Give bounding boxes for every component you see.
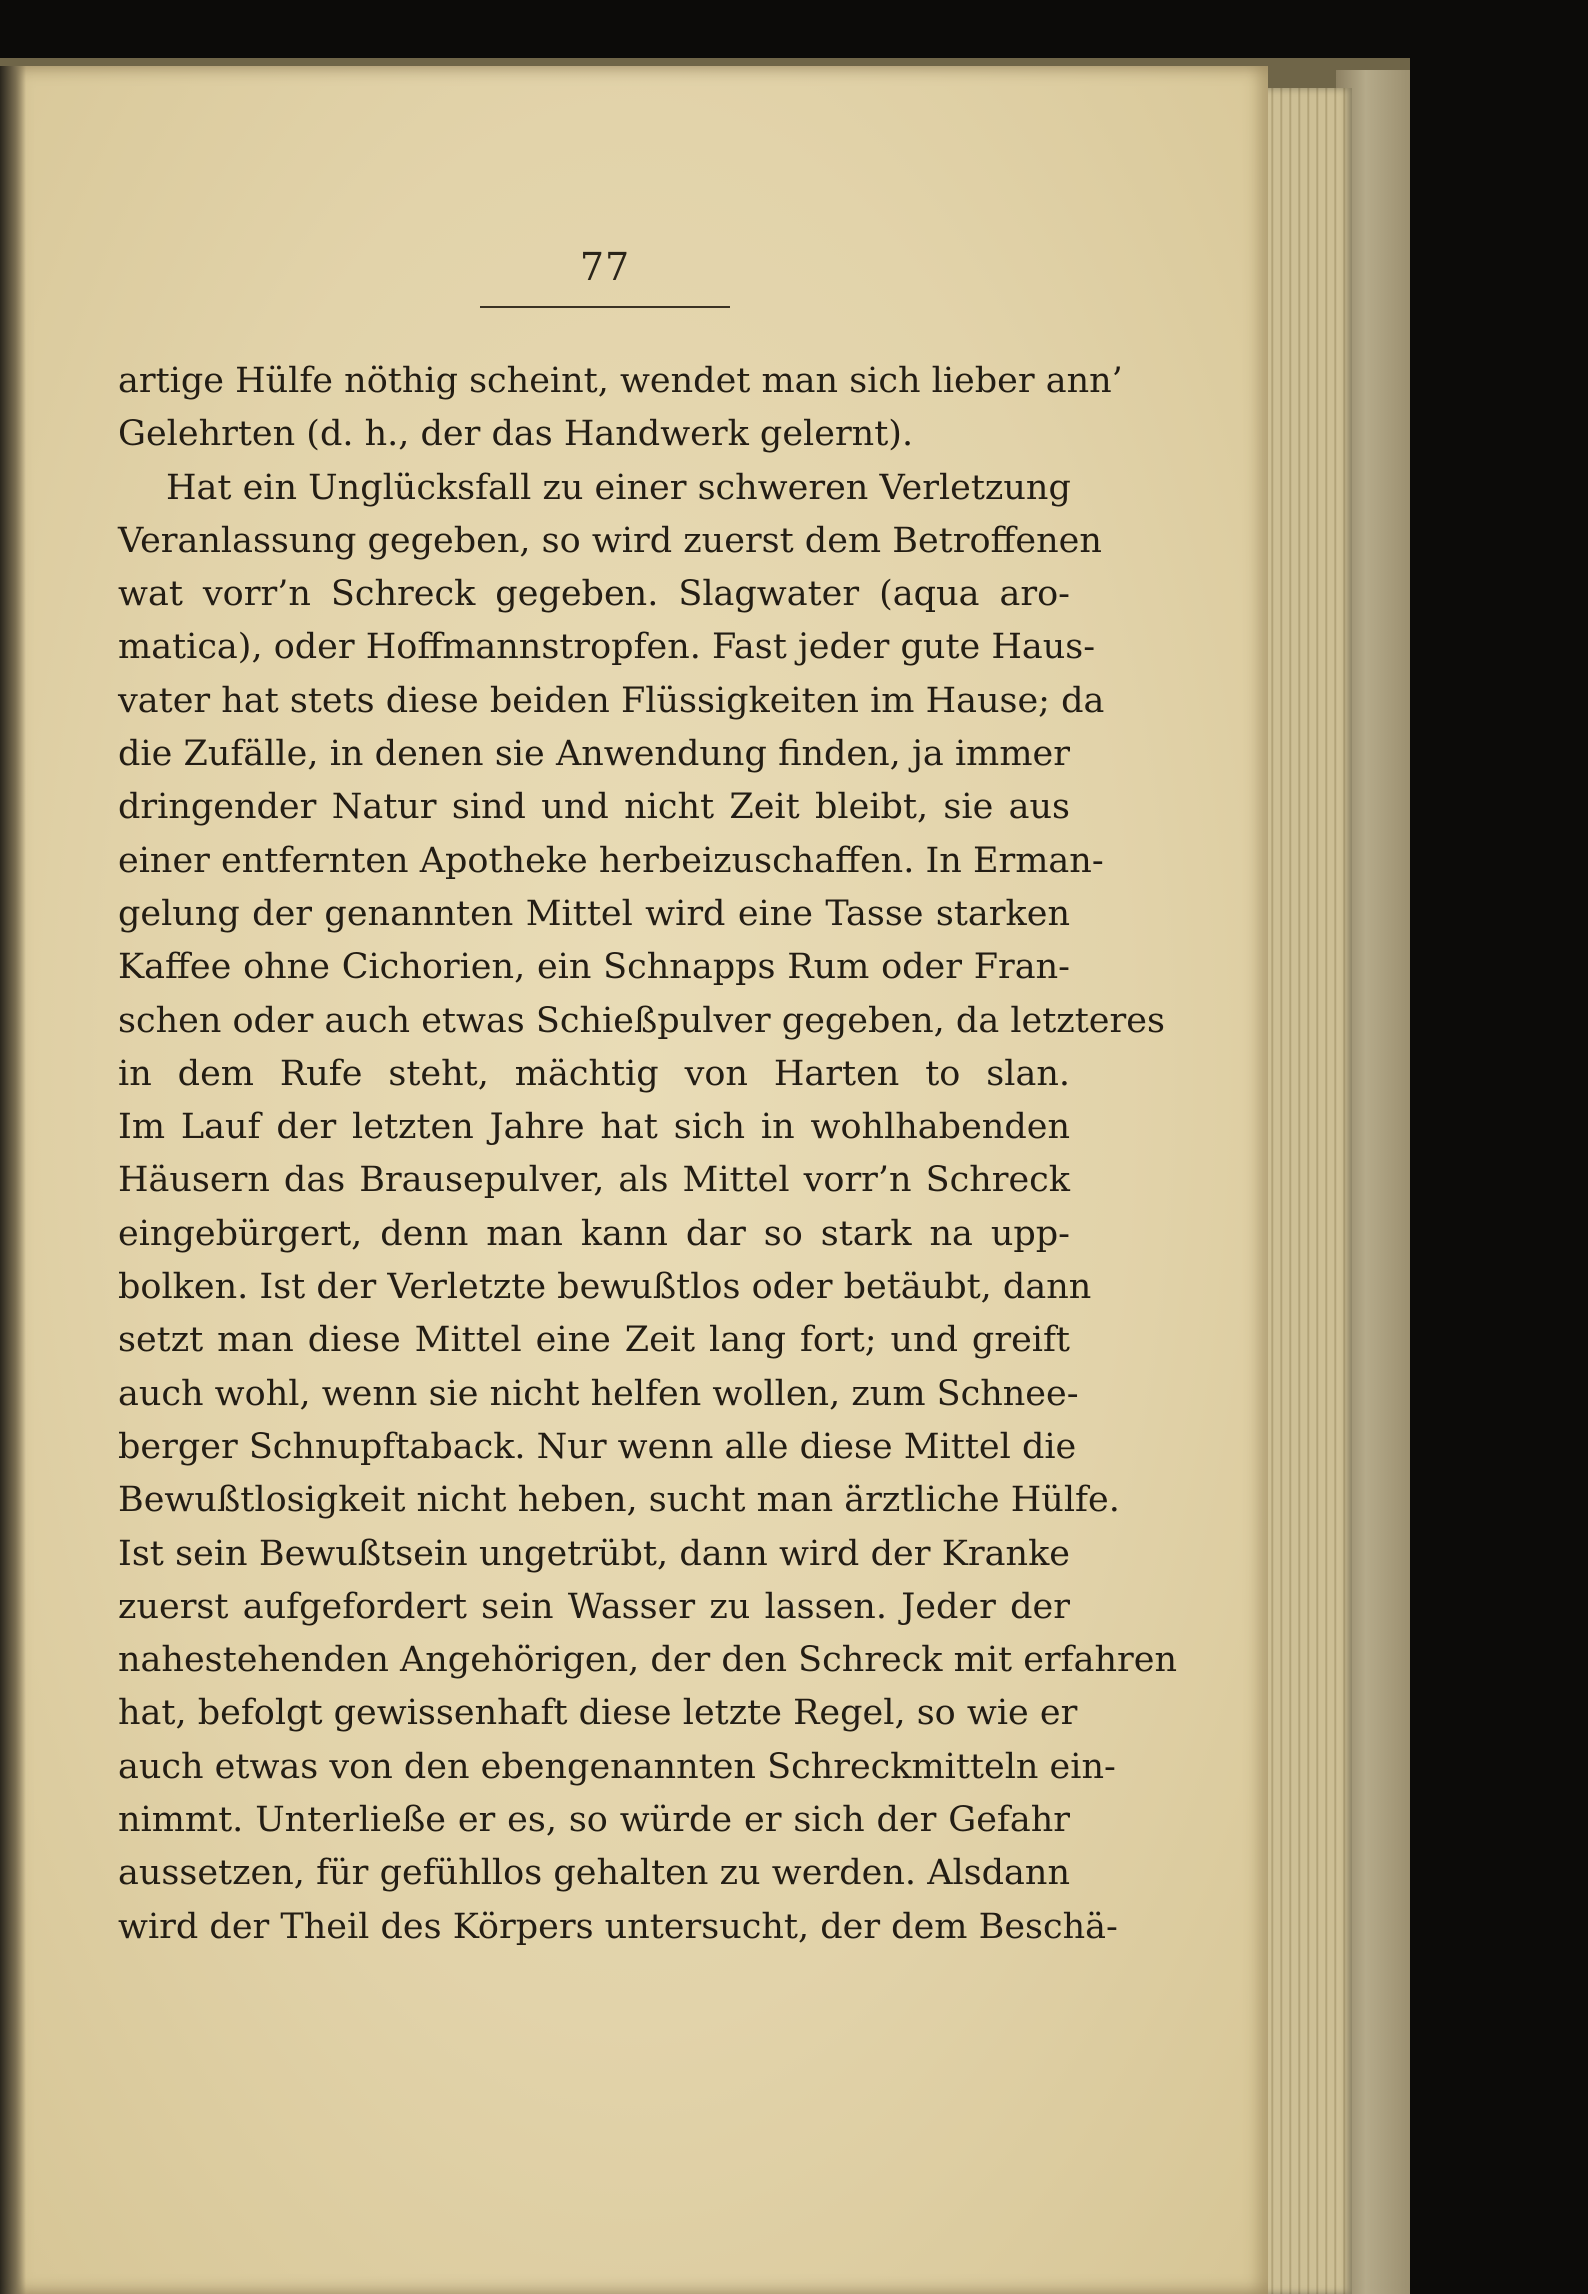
text-line: Bewußtlosigkeit nicht heben, sucht man ärztliche Hülfe. [118, 1480, 1120, 1521]
text-line: Gelehrten (d. h., der das Handwerk gelernt). [118, 414, 914, 455]
text-line: zuerst aufgefordert sein Wasser zu lassen. Jeder der [118, 1586, 1070, 1627]
text-line: Kaffee ohne Cichorien, ein Schnapps Rum oder Fran- [118, 947, 1070, 988]
page-fore-edge [1256, 88, 1352, 2294]
text-line: wat vorr’n Schreck gegeben. Slagwater (aqua aro- [118, 574, 1070, 615]
text-line: die Zufälle, in denen sie Anwendung finden, ja immer [118, 734, 1070, 775]
text-line: hat, befolgt gewissenhaft diese letzte Regel, so wie er [118, 1693, 1078, 1734]
text-line: Ist sein Bewußtsein ungetrübt, dann wird der Kranke [118, 1533, 1070, 1574]
page-header [480, 245, 730, 289]
text-line: dringender Natur sind und nicht Zeit bleibt, sie aus [118, 787, 1070, 828]
body-text [118, 355, 1177, 1954]
text-line: eingebürgert, denn man kann dar so stark na upp- [118, 1213, 1070, 1254]
text-line: matica), oder Hoffmannstropfen. Fast jeder gute Haus- [118, 627, 1096, 668]
text-line: vater hat stets diese beiden Flüssigkeiten im Hause; da [118, 680, 1105, 721]
page-gutter [0, 66, 26, 2294]
page-number: 77 [579, 245, 631, 289]
text-line: Hat ein Unglücksfall zu einer schweren Verletzung [166, 467, 1071, 508]
text-line: nimmt. Unterließe er es, so würde er sich der Gefahr [118, 1800, 1070, 1841]
text-line: Veranlassung gegeben, so wird zuerst dem Betroffenen [118, 520, 1102, 561]
text-line: auch wohl, wenn sie nicht helfen wollen, zum Schnee- [118, 1373, 1079, 1414]
header-rule [480, 306, 730, 308]
text-line: artige Hülfe nöthig scheint, wendet man sich lieber ann’ [118, 361, 1123, 401]
text-line: einer entfernten Apotheke herbeizuschaffen. In Erman- [118, 840, 1104, 881]
text-line: setzt man diese Mittel eine Zeit lang fort; und greift [118, 1320, 1070, 1361]
text-line: Im Lauf der letzten Jahre hat sich in wohlhabenden [118, 1107, 1070, 1148]
text-line: auch etwas von den ebengenannten Schreckmitteln ein- [118, 1746, 1116, 1787]
text-line: schen oder auch etwas Schießpulver gegeben, da letzteres [118, 1000, 1165, 1041]
text-line: aussetzen, für gefühllos gehalten zu werden. Alsdann [118, 1853, 1070, 1894]
text-line: nahestehenden Angehörigen, der den Schreck mit erfahren [118, 1640, 1177, 1681]
text-line: berger Schnupftaback. Nur wenn alle diese Mittel die [118, 1426, 1077, 1467]
text-line: Häusern das Brausepulver, als Mittel vorr’n Schreck [118, 1160, 1070, 1201]
text-line: bolken. Ist der Verletzte bewußtlos oder betäubt, dann [118, 1267, 1092, 1308]
text-line: gelung der genannten Mittel wird eine Tasse starken [118, 893, 1070, 934]
text-line: wird der Theil des Körpers untersucht, der dem Beschä- [118, 1906, 1118, 1947]
text-line: in dem Rufe steht, mächtig von Harten to slan. [118, 1053, 1070, 1094]
